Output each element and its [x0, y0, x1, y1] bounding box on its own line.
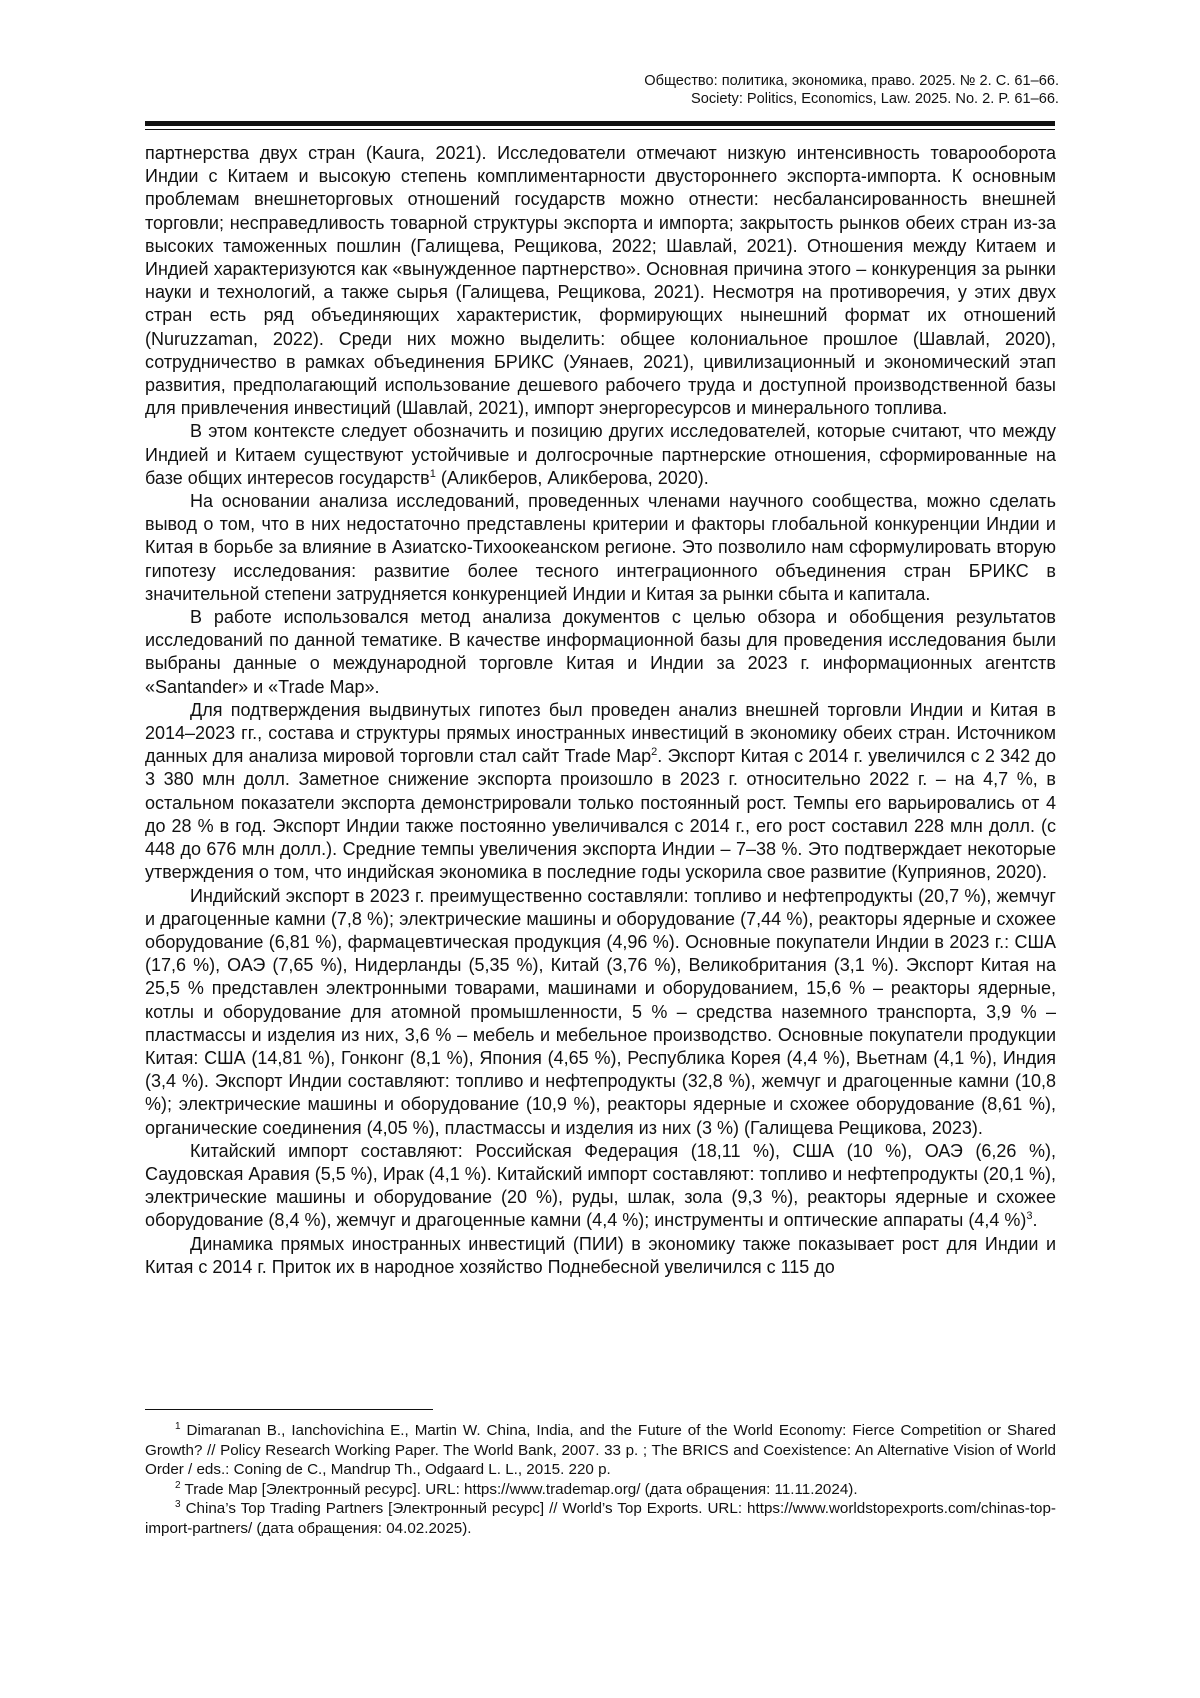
header-rule-thick: [145, 121, 1055, 126]
paragraph-2-text: В этом контексте следует обозначить и позицию других исследователей, которые считают, что между Индией и Китаем существуют устойчивые и долгосрочные партнерские отношения, сформированные на базе общих интересов государств: [145, 421, 1056, 488]
footnote-mark-2: 2: [175, 1479, 181, 1491]
paragraph-7-text: Китайский импорт составляют: Российская Федерация (18,11 %), США (10 %), ОАЭ (6,26 %), Саудовская Аравия (5,5 %), Ирак (4,1 %). Китайский импорт составляют: топливо и нефтепродукты (20,1 %), электрические машины и оборудование (20 %), руды, шлак, зола (9,3 %), реакторы ядерные и схожее оборудование (8,4 %), жемчуг и драгоценные камни (4,4 %); инструменты и оптические аппараты (4,4 %): [145, 1140, 1056, 1231]
paragraph-5-text-end: . Экспорт Китая с 2014 г. увеличился с 2 342 до 3 380 млн долл. Заметное снижение экспорта произошло в 2023 г. относительно 2022 г. – на 4,7 %, в остальном показатели экспорта демонстрировали только постоянный рост. Темпы его варьировались от 4 до 28 % в год. Экспорт Индии также постоянно увеличивался с 2014 г., его рост составил 228 млн долл. (с 448 до 676 млн долл.). Средние темпы увеличения экспорта Индии – 7–38 %. Это подтверждает некоторые утверждения о том, что индийская экономика в последние годы ускорила свое развитие (Куприянов, 2020).: [145, 746, 1056, 883]
footnote-1-text: Dimaranan B., Ianchovichina E., Martin W. China, India, and the Future of the World Economy: Fierce Competition or Shared Growth? // Policy Research Working Paper. The World Bank, 2007. 33 p. ; The BRICS and Coexistence: An Alternative Vision of World Order / eds.: Coning de C., Mandrup Th., Odgaard L. L., 2015. 220 p.: [145, 1422, 1056, 1478]
paragraph-3: На основании анализа исследований, проведенных членами научного сообщества, можно сделать вывод о том, что в них недостаточно представлены критерии и факторы глобальной конкуренции Индии и Китая в борьбе за влияние в Азиатско-Тихоокеанском регионе. Это позволило нам сформулировать вторую гипотезу исследования: развитие более тесного интеграционного объединения стран БРИКС в значительной степени затрудняется конкуренцией Индии и Китая за рынки сбыта и капитала.: [145, 491, 1056, 604]
footnote-3: [145, 1499, 1056, 1538]
paragraph-5-text: Для подтверждения выдвинутых гипотез был проведен анализ внешней торговли Индии и Китая в 2014–2023 гг., состава и структуры прямых иностранных инвестиций в экономику обеих стран. Источником данных для анализа мировой торговли стал сайт Trade Map: [145, 699, 1056, 767]
paragraph-1: партнерства двух стран (Kaura, 2021). Исследователи отмечают низкую интенсивность товарооборота Индии с Китаем и высокую степень комплиментарности двустороннего экспорта-импорта. К основным проблемам внешнеторговых отношений государств можно отнести: несбалансированность внешней торговли; несправедливость товарной структуры экспорта и импорта; закрытость рынков обеих стран из-за высоких таможенных пошлин (Галищева, Рещикова, 2022; Шавлай, 2021). Отношения между Китаем и Индией характеризуются как «вынужденное партнерство». Основная причина этого – конкуренция за рынки науки и технологий, а также сырья (Галищева, Рещикова, 2021). Несмотря на противоречия, у этих двух стран есть ряд объединяющих характеристик, формирующих нынешний формат их отношений (Nuruzzaman, 2022). Среди них можно выделить: общее колониальное прошлое (Шавлай, 2020), сотрудничество в рамках объединения БРИКС (Уянаев, 2021), цивилизационный и экономический этап развития, предполагающий использование дешевого рабочего труда и доступной производственной базы для привлечения инвестиций (Шавлай, 2021), импорт энергоресурсов и минерального топлива.: [145, 143, 1056, 419]
footnote-2-text: Trade Map [Электронный ресурс]. URL: https://www.trademap.org/ (дата обращения: 11.11.2024).: [184, 1480, 858, 1498]
paragraph-2-text-end: (Аликберов, Аликберова, 2020).: [435, 467, 709, 488]
footnote-ref-3[interactable]: 3: [1026, 1210, 1033, 1223]
paragraph-8: Динамика прямых иностранных инвестиций (ПИИ) в экономику также показывает рост для Индии и Китая с 2014 г. Приток их в народное хозяйство Поднебесной увеличился с 115 до: [145, 1233, 1056, 1277]
paragraph-5: [145, 699, 1056, 885]
paragraph-2: [145, 420, 1056, 490]
header-rule-thin: [145, 129, 1055, 130]
header-english: Society: Politics, Economics, Law. 2025. No. 2. P. 61–66.: [690, 91, 1059, 107]
footnote-2: [145, 1480, 1056, 1500]
footnote-1: [145, 1421, 1056, 1480]
footnote-separator: [145, 1409, 433, 1410]
footnote-3-text: China’s Top Trading Partners [Электронный ресурс] // World’s Top Exports. URL: https://www.worldstopexports.com/chinas-top-import-partners/ (дата обращения: 04.02.2025).: [145, 1500, 1056, 1537]
paragraph-7: [145, 1140, 1056, 1233]
footnote-ref-1[interactable]: 1: [429, 467, 436, 480]
paragraph-6: Индийский экспорт в 2023 г. преимущественно составляли: топливо и нефтепродукты (20,7 %), жемчуг и драгоценные камни (7,8 %); электрические машины и оборудование (7,44 %), реакторы ядерные и схожее оборудование (6,81 %), фармацевтическая продукция (4,96 %). Основные покупатели Индии в 2023 г.: США (17,6 %), ОАЭ (7,65 %), Нидерланды (5,35 %), Китай (3,76 %), Великобритания (3,1 %). Экспорт Китая на 25,5 % представлен электронными товарами, машинами и оборудованием, 15,6 % – реакторы ядерные, котлы и оборудование для атомной промышленности, 5 % – средства наземного транспорта, 3,9 % – пластмассы и изделия из них, 3,6 % – мебель и мебельное производство. Основные покупатели продукции Китая: США (14,81 %), Гонконг (8,1 %), Япония (4,65 %), Республика Корея (4,4 %), Вьетнам (4,1 %), Индия (3,4 %). Экспорт Индии составляют: топливо и нефтепродукты (32,8 %), жемчуг и драгоценные камни (10,8 %); электрические машины и оборудование (10,9 %), реакторы ядерные и схожее оборудование (8,61 %), органические соединения (4,05 %), пластмассы и изделия из них (3 %) (Галищева Рещикова, 2023).: [145, 885, 1056, 1138]
footnote-ref-2[interactable]: 2: [651, 746, 658, 759]
footnotes: [145, 1421, 1056, 1538]
article-body: [145, 142, 1056, 1279]
header-russian: Общество: политика, экономика, право. 2025. № 2. С. 61–66.: [644, 73, 1059, 89]
paragraph-7-text-end: .: [1032, 1210, 1038, 1231]
footnote-mark-1: 1: [175, 1420, 181, 1432]
paragraph-4: В работе использовался метод анализа документов с целью обзора и обобщения результатов исследований по данной тематике. В качестве информационной базы для проведения исследования были выбраны данные о международной торговле Китая и Индии за 2023 г. информационных агентств «Santander» и «Trade Map».: [145, 607, 1056, 697]
running-header: [644, 72, 1059, 108]
footnote-mark-3: 3: [175, 1498, 181, 1510]
